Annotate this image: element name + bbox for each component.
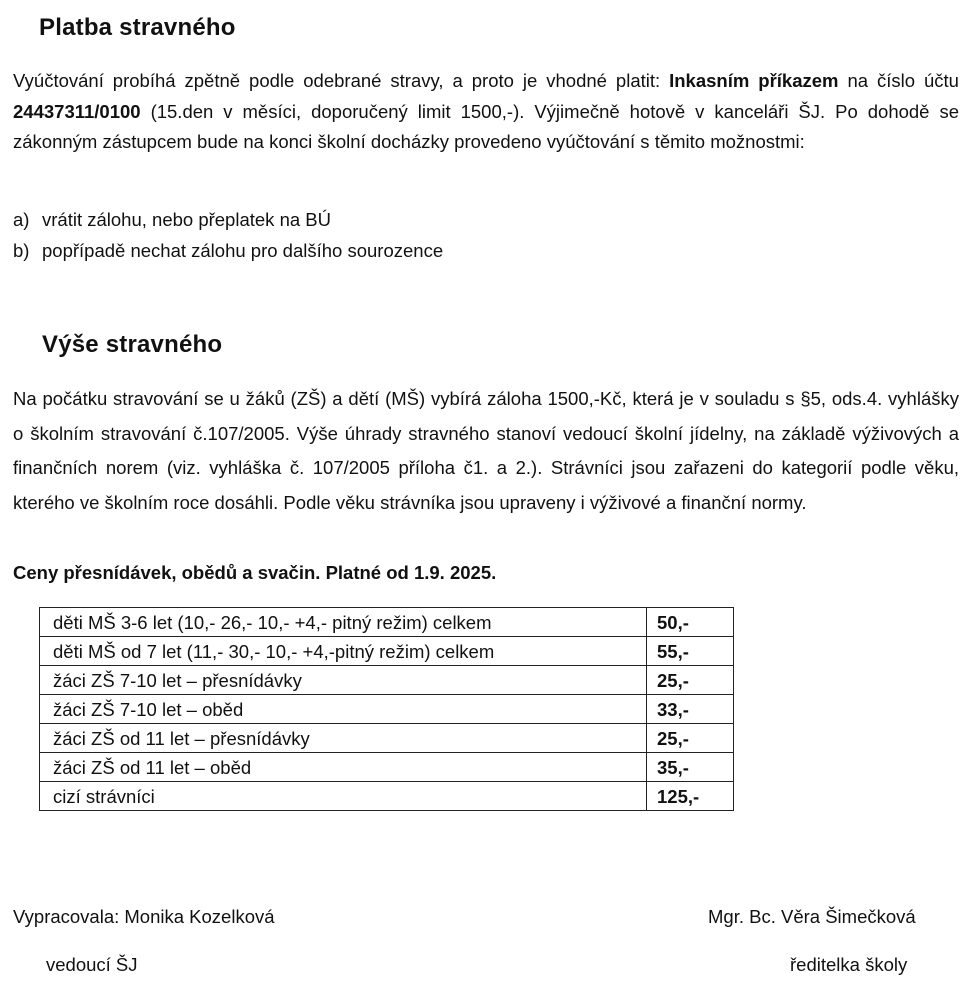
list-item-text: popřípadě nechat zálohu pro dalšího sourozence [42, 240, 444, 261]
prepared-by-name: Vypracovala: Monika Kozelková [13, 906, 275, 927]
emphasized-text: 24437311/0100 [13, 100, 141, 122]
paragraph-text: (15.den v měsíci, doporučený limit 1500,-). Výjimečně hotově v kanceláři ŠJ. Po dohodě se zákonným zástupcem bude na konci školní docházky provedeno vyúčtování s těmito možnostmi: [13, 100, 959, 152]
category-cell: děti MŠ 3-6 let (10,- 26,- 10,- +4,- pitný režim) celkem [40, 608, 647, 637]
category-cell: děti MŠ od 7 let (11,- 30,- 10,- +4,-pitný režim) celkem [40, 637, 647, 666]
price-table [39, 607, 734, 811]
payment-heading: Platba stravného [39, 14, 236, 41]
price-cell: 25,- [647, 724, 734, 753]
payment-paragraph [13, 66, 959, 158]
category-cell: cizí strávníci [40, 782, 647, 811]
list-item [13, 235, 443, 266]
price-table-title: Ceny přesnídávek, obědů a svačin. Platné od 1.9. 2025. [13, 562, 497, 583]
category-cell: žáci ZŠ od 11 let – přesnídávky [40, 724, 647, 753]
category-cell: žáci ZŠ 7-10 let – oběd [40, 695, 647, 724]
category-cell: žáci ZŠ 7-10 let – přesnídávky [40, 666, 647, 695]
amount-paragraph: Na počátku stravování se u žáků (ZŠ) a dětí (MŠ) vybírá záloha 1500,-Kč, která je v souladu s §5, ods.4. vyhlášky o školním stravování č.107/2005. Výše úhrady stravného stanoví vedoucí školní jídelny, na základě výživových a finančních norem (viz. vyhláška č. 107/2005 příloha č1. a 2.). Strávníci jsou zařazeni do kategorií podle věku, kterého ve školním roce dosáhli. Podle věku strávníka jsou upraveny i výživové a finanční normy. [13, 388, 959, 513]
price-cell: 55,- [647, 637, 734, 666]
amount-heading: Výše stravného [42, 331, 223, 358]
director-role: ředitelka školy [790, 954, 908, 975]
price-cell: 50,- [647, 608, 734, 637]
table-row [40, 666, 734, 695]
paragraph-text: na číslo účtu [838, 70, 959, 91]
emphasized-text: Inkasním příkazem [669, 70, 839, 91]
price-cell: 125,- [647, 782, 734, 811]
table-row [40, 753, 734, 782]
director-name: Mgr. Bc. Věra Šimečková [708, 906, 916, 927]
list-item-text: vrátit zálohu, nebo přeplatek na BÚ [42, 209, 331, 230]
table-row [40, 782, 734, 811]
list-item [13, 204, 443, 235]
table-row [40, 724, 734, 753]
table-row [40, 608, 734, 637]
price-cell: 35,- [647, 753, 734, 782]
list-marker: b) [13, 240, 30, 261]
paragraph-text: Vyúčtování probíhá zpětně podle odebrané stravy, a proto je vhodné platit: [13, 70, 670, 91]
list-marker: a) [13, 209, 30, 230]
table-row [40, 695, 734, 724]
refund-options-list [13, 204, 443, 266]
table-row [40, 637, 734, 666]
category-cell: žáci ZŠ od 11 let – oběd [40, 753, 647, 782]
prepared-by-role: vedoucí ŠJ [46, 954, 138, 975]
price-cell: 33,- [647, 695, 734, 724]
price-cell: 25,- [647, 666, 734, 695]
